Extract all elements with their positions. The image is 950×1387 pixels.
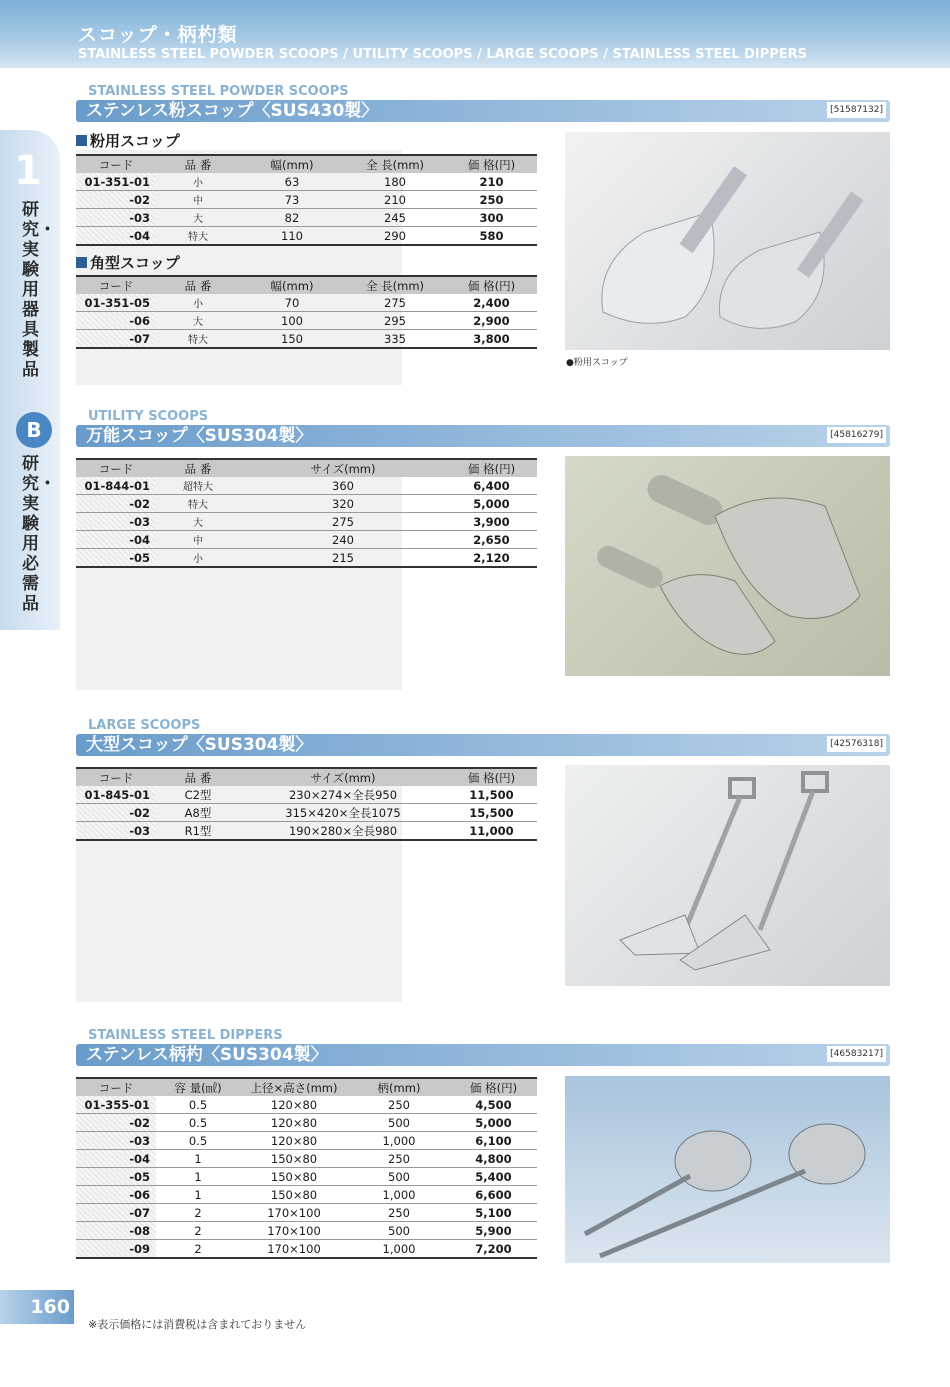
cell: 特大 [156,495,240,513]
code-cell: 01-844-01 [76,477,156,495]
price-cell: 5,000 [450,1114,537,1132]
code-cell: -02 [76,191,156,209]
table-row [76,227,537,246]
code-cell: -05 [76,1168,156,1186]
cell: 120×80 [240,1114,348,1132]
utility-section-en: UTILITY SCOOPS [88,409,209,424]
cell: C2型 [156,786,240,804]
large-scoop-photo [565,765,890,986]
cell: 180 [344,173,446,191]
price-cell: 2,650 [446,531,537,549]
col-header: 品 番 [156,155,240,173]
dippers-table [76,1077,537,1259]
code-cell: -03 [76,209,156,227]
col-header: サイズ(mm) [240,459,446,477]
cell: 500 [348,1168,450,1186]
powder-scoop-photo [565,132,890,350]
col-header: 価 格(円) [446,155,537,173]
cell: 245 [344,209,446,227]
powder-table-2 [76,275,537,349]
cell: 2 [156,1222,240,1240]
code-cell: -02 [76,495,156,513]
code-cell: -04 [76,1150,156,1168]
cell: 250 [348,1204,450,1222]
col-header: 価 格(円) [446,276,537,294]
price-cell: 2,900 [446,312,537,330]
price-cell: 5,100 [450,1204,537,1222]
chapter-number: 1 [14,148,42,194]
col-header: 幅(mm) [240,276,344,294]
cell: 150 [240,330,344,349]
utility-table [76,458,537,568]
cell: 250 [348,1150,450,1168]
page-title: スコップ・柄杓類 [78,24,238,46]
code-cell: -06 [76,312,156,330]
table-row [76,495,537,513]
price-cell: 2,120 [446,549,537,568]
cell: 0.5 [156,1096,240,1114]
cell: 250 [348,1096,450,1114]
cell: 335 [344,330,446,349]
table-row [76,294,537,312]
table-row [76,1150,537,1168]
code-cell: 01-845-01 [76,786,156,804]
cell: 170×100 [240,1204,348,1222]
col-header: 上径×高さ(mm) [240,1078,348,1096]
table-header-row [76,1078,537,1096]
large-section-code: [42576318] [827,736,886,752]
price-cell: 2,400 [446,294,537,312]
cell: 150×80 [240,1150,348,1168]
cell: 170×100 [240,1240,348,1259]
utility-section-bar [76,425,890,447]
cell: 中 [156,191,240,209]
cell: 82 [240,209,344,227]
cell: 275 [344,294,446,312]
table-row [76,191,537,209]
powder-sub2 [76,252,180,273]
col-header: コード [76,768,156,786]
cell: 120×80 [240,1132,348,1150]
cell: 1,000 [348,1186,450,1204]
utility-scoop-photo [565,456,890,676]
cell: 0.5 [156,1132,240,1150]
cell: 2 [156,1240,240,1259]
cell: 超特大 [156,477,240,495]
tax-note: ※表示価格には消費税は含まれておりません [88,1318,307,1331]
table-row [76,822,537,841]
col-header: 柄(mm) [348,1078,450,1096]
code-cell: -02 [76,804,156,822]
cell: R1型 [156,822,240,841]
large-table [76,767,537,841]
code-cell: -02 [76,1114,156,1132]
table-header-row [76,276,537,294]
table-row [76,1222,537,1240]
table-row [76,1186,537,1204]
table-row [76,531,537,549]
col-header: 品 番 [156,276,240,294]
cell: 63 [240,173,344,191]
cell: 0.5 [156,1114,240,1132]
col-header: 品 番 [156,459,240,477]
table-header-row [76,155,537,173]
dippers-section-en: STAINLESS STEEL DIPPERS [88,1028,283,1043]
powder-section-bar [76,100,890,122]
col-header: コード [76,459,156,477]
code-cell: -04 [76,227,156,246]
cell: 110 [240,227,344,246]
col-header: 幅(mm) [240,155,344,173]
cell: 210 [344,191,446,209]
cell: 230×274×全長950 [240,786,446,804]
table-header-row [76,459,537,477]
price-cell: 7,200 [450,1240,537,1259]
large-scoop-image [565,765,890,986]
cell: 320 [240,495,446,513]
col-header: 全 長(mm) [344,155,446,173]
powder-section-en: STAINLESS STEEL POWDER SCOOPS [88,84,349,99]
col-header: 価 格(円) [446,459,537,477]
cell: 特大 [156,330,240,349]
price-cell: 300 [446,209,537,227]
price-cell: 11,000 [446,822,537,841]
col-header: 全 長(mm) [344,276,446,294]
cell: 150×80 [240,1168,348,1186]
cell: 315×420×全長1075 [240,804,446,822]
table-row [76,549,537,568]
cell: 小 [156,549,240,568]
cell: 大 [156,312,240,330]
cell: 1,000 [348,1240,450,1259]
price-cell: 6,400 [446,477,537,495]
table-row [76,477,537,495]
code-cell: -09 [76,1240,156,1259]
table-row [76,1096,537,1114]
col-header: コード [76,1078,156,1096]
table-row [76,312,537,330]
price-cell: 6,100 [450,1132,537,1150]
powder-sub2-label: 角型スコップ [90,254,180,272]
utility-section-code: [45816279] [827,427,886,443]
cell: 小 [156,173,240,191]
cell: 2 [156,1204,240,1222]
price-cell: 6,600 [450,1186,537,1204]
table-row [76,1114,537,1132]
cell: 275 [240,513,446,531]
table-row [76,804,537,822]
col-header: コード [76,276,156,294]
powder-table-1 [76,154,537,246]
code-cell: -03 [76,513,156,531]
cell: 295 [344,312,446,330]
code-cell: 01-351-01 [76,173,156,191]
code-cell: -03 [76,1132,156,1150]
section-badge: B [16,412,52,448]
price-cell: 4,500 [450,1096,537,1114]
code-cell: -03 [76,822,156,841]
utility-scoop-image [565,456,890,676]
cell: 100 [240,312,344,330]
cell: 1 [156,1150,240,1168]
price-cell: 3,900 [446,513,537,531]
utility-section-title: 万能スコップ〈SUS304製〉 [86,426,313,446]
page-number: 160 [0,1290,74,1324]
code-cell: -07 [76,1204,156,1222]
table-row [76,330,537,349]
cell: 150×80 [240,1186,348,1204]
price-cell: 11,500 [446,786,537,804]
cell: 大 [156,209,240,227]
large-section-bar [76,734,890,756]
cell: 小 [156,294,240,312]
code-cell: -06 [76,1186,156,1204]
code-cell: -04 [76,531,156,549]
page-subtitle: STAINLESS STEEL POWDER SCOOPS / UTILITY SCOOPS / LARGE SCOOPS / STAINLESS STEEL DIPPERS [78,47,808,62]
cell: 500 [348,1114,450,1132]
cell: 170×100 [240,1222,348,1240]
cell: 240 [240,531,446,549]
table-row [76,1240,537,1259]
dippers-section-code: [46583217] [827,1046,886,1062]
code-cell: -08 [76,1222,156,1240]
cell: 360 [240,477,446,495]
cell: 大 [156,513,240,531]
table-row [76,1132,537,1150]
powder-scoop-image [565,132,890,350]
col-header: 容 量(㎖) [156,1078,240,1096]
cell: 290 [344,227,446,246]
col-header: 品 番 [156,768,240,786]
powder-section-code: [51587132] [827,102,886,118]
cell: 120×80 [240,1096,348,1114]
price-cell: 4,800 [450,1150,537,1168]
cell: 特大 [156,227,240,246]
price-cell: 5,000 [446,495,537,513]
table-header-row [76,768,537,786]
price-cell: 5,900 [450,1222,537,1240]
col-header: コード [76,155,156,173]
cell: 500 [348,1222,450,1240]
cell: 1,000 [348,1132,450,1150]
price-cell: 3,800 [446,330,537,349]
cell: 中 [156,531,240,549]
powder-sub1-label: 粉用スコップ [90,132,180,150]
price-cell: 15,500 [446,804,537,822]
dipper-image [565,1076,890,1263]
large-section-title: 大型スコップ〈SUS304製〉 [86,735,313,755]
cell: 73 [240,191,344,209]
code-cell: 01-351-05 [76,294,156,312]
code-cell: -07 [76,330,156,349]
dippers-section-title: ステンレス柄杓〈SUS304製〉 [86,1045,328,1065]
powder-sub1 [76,130,180,151]
table-row [76,173,537,191]
code-cell: 01-355-01 [76,1096,156,1114]
dippers-section-bar [76,1044,890,1066]
cell: 190×280×全長980 [240,822,446,841]
col-header: 価 格(円) [446,768,537,786]
price-cell: 5,400 [450,1168,537,1186]
dipper-photo [565,1076,890,1263]
price-cell: 580 [446,227,537,246]
price-cell: 250 [446,191,537,209]
large-section-en: LARGE SCOOPS [88,718,201,733]
table-row [76,1204,537,1222]
table-row [76,513,537,531]
price-cell: 210 [446,173,537,191]
cell: 215 [240,549,446,568]
cell: A8型 [156,804,240,822]
cell: 1 [156,1186,240,1204]
cell: 1 [156,1168,240,1186]
table-row [76,786,537,804]
section-label: 研究・実験用必需品 [22,454,56,614]
cell: 70 [240,294,344,312]
col-header: 価 格(円) [450,1078,537,1096]
col-header: サイズ(mm) [240,768,446,786]
code-cell: -05 [76,549,156,568]
table-row [76,1168,537,1186]
chapter-label: 研究・実験用器具製品 [22,200,56,380]
powder-photo-caption: ●粉用スコップ [566,358,628,368]
table-row [76,209,537,227]
powder-section-title: ステンレス粉スコップ〈SUS430製〉 [86,101,379,121]
